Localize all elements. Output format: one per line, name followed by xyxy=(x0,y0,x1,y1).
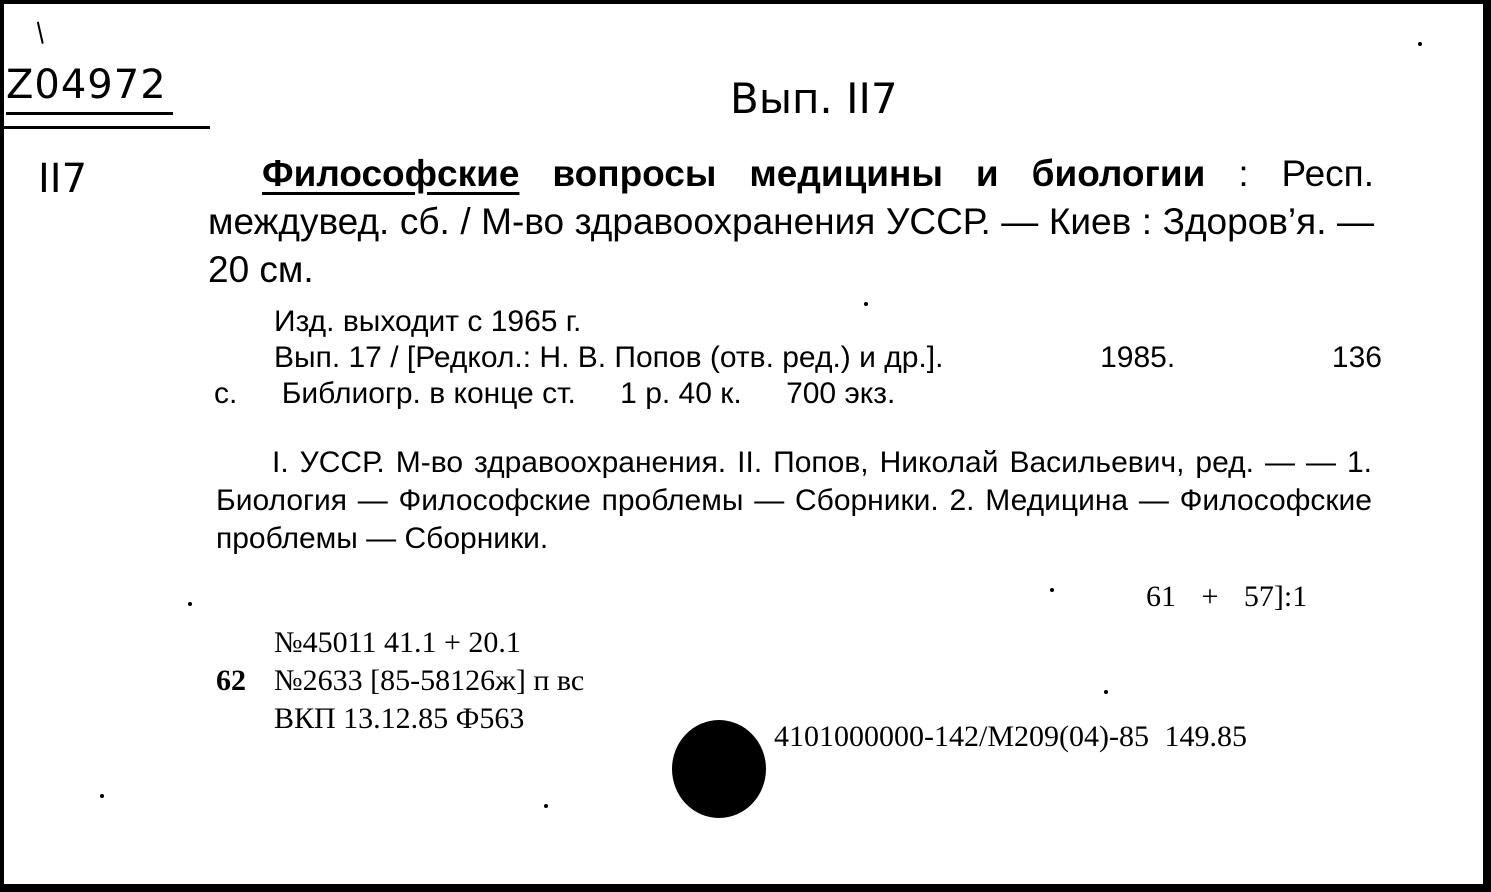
punch-hole xyxy=(672,720,766,818)
print-run: 700 экз. xyxy=(786,377,896,410)
speck xyxy=(1104,690,1108,694)
title-block xyxy=(208,150,1374,294)
technical-line-3: ВКП 13.12.85 Ф563 xyxy=(274,702,525,735)
title xyxy=(262,153,1205,194)
description-line-3 xyxy=(214,376,1382,412)
catalog-code: 4101000000-142/М209(04)-85 149.85 xyxy=(774,720,1247,753)
inventory-number: Z04972 xyxy=(6,62,173,115)
description-line-2 xyxy=(214,340,1382,376)
classification-index: 61 + 57]:1 xyxy=(1146,580,1308,613)
pencil-tick-mark: / xyxy=(29,17,52,49)
side-mark: II7 xyxy=(38,156,88,202)
speck xyxy=(864,302,868,306)
speck xyxy=(100,794,104,798)
price: 1 р. 40 к. xyxy=(620,377,742,410)
catalog-card xyxy=(2,2,1485,886)
description-block xyxy=(214,304,1382,412)
title-rest: вопросы медицины и биологии xyxy=(519,153,1206,194)
title-statement-rest: : Респ. междувед. сб. / М-во здравоохранения УССР. — Киев : Здоров’я. — 20 см. xyxy=(208,153,1374,290)
speck xyxy=(544,804,548,808)
header-separator xyxy=(4,126,210,129)
title-lead: Философские xyxy=(262,153,520,194)
bibliography-note: Библиогр. в конце ст. xyxy=(281,377,576,410)
speck xyxy=(1418,42,1422,46)
speck xyxy=(188,602,192,606)
pages-unit: с. xyxy=(214,377,238,410)
technical-block xyxy=(216,624,584,738)
description-line-1: Изд. выходит с 1965 г. xyxy=(274,305,582,338)
technical-line-2 xyxy=(216,664,584,697)
technical-line-1: №45011 41.1 + 20.1 xyxy=(274,626,521,659)
card-number: 62 xyxy=(216,664,246,697)
subject-tracings xyxy=(216,444,1372,558)
tracings-text: I. УССР. М-во здравоохранения. II. Попов, Николай Васильевич, ред. — — 1. Биология — Философские проблемы — Сборники. 2. Медицина — Философские проблемы — Сборники. xyxy=(216,446,1372,555)
issue-mark: Вып. II7 xyxy=(730,74,898,123)
registration-number: №2633 [85-58126ж] п вс xyxy=(274,664,585,697)
issue-statement: Вып. 17 / [Редкол.: Н. В. Попов (отв. ред.) и др.]. xyxy=(274,341,944,374)
issue-year: 1985. xyxy=(1100,341,1176,374)
speck xyxy=(1050,588,1054,592)
issue-pages: 136 xyxy=(1331,341,1382,374)
